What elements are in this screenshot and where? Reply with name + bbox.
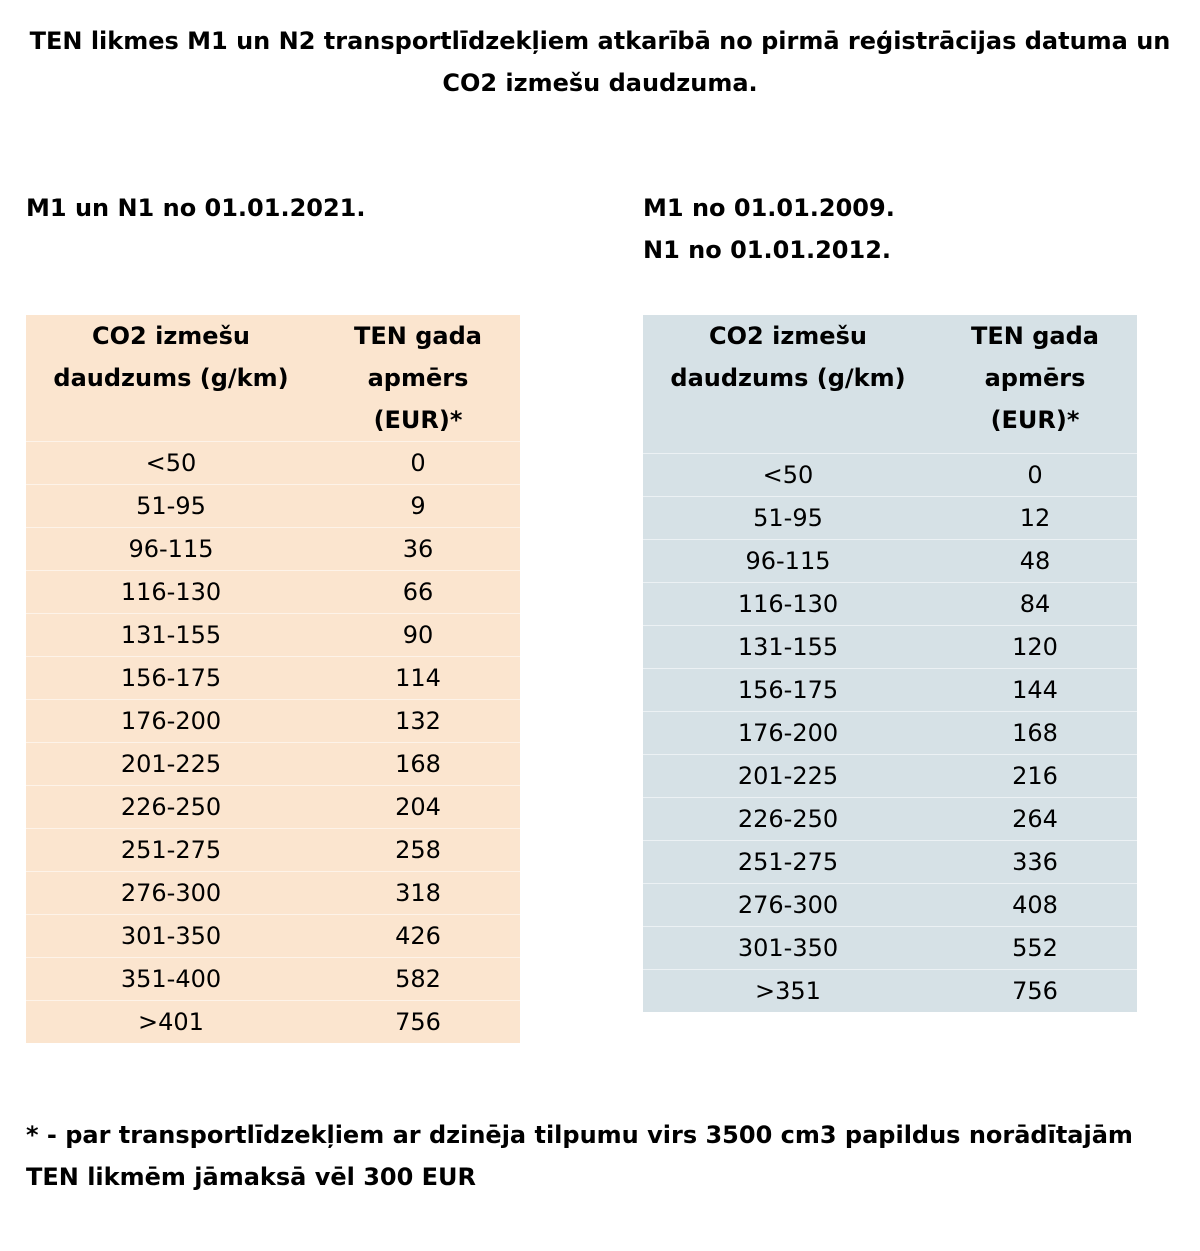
header-line: (EUR)* [373, 406, 463, 434]
co2-range-cell: 176-200 [643, 712, 933, 755]
table-row [643, 454, 1137, 497]
tax-rate-cell: 168 [933, 712, 1137, 755]
tax-column-header [316, 315, 520, 442]
tax-column-header [933, 315, 1137, 454]
header-line: (EUR)* [990, 406, 1080, 434]
table-row [643, 884, 1137, 927]
left-table-heading: M1 un N1 no 01.01.2021. [26, 194, 366, 222]
table-row [643, 669, 1137, 712]
table-row [26, 786, 520, 829]
tax-rate-cell: 132 [316, 700, 520, 743]
header-line: apmērs [367, 364, 469, 392]
co2-column-header [643, 315, 933, 454]
tax-rate-cell: 12 [933, 497, 1137, 540]
tax-rate-cell: 318 [316, 872, 520, 915]
header-line: TEN gada [971, 322, 1099, 350]
co2-range-cell: 226-250 [643, 798, 933, 841]
tax-rate-cell: 756 [316, 1001, 520, 1044]
header-line: CO2 izmešu [92, 322, 250, 350]
header-line: apmērs [984, 364, 1086, 392]
tax-rate-cell: 90 [316, 614, 520, 657]
table-row [643, 497, 1137, 540]
table-row [26, 1001, 520, 1044]
table-row [26, 442, 520, 485]
tax-rate-cell: 114 [316, 657, 520, 700]
co2-range-cell: 51-95 [26, 485, 316, 528]
tax-rate-cell: 120 [933, 626, 1137, 669]
tax-rate-cell: 408 [933, 884, 1137, 927]
table-row [643, 927, 1137, 970]
page-title-line-1: TEN likmes M1 un N2 transportlīdzekļiem atkarībā no pirmā reģistrācijas datuma un [29, 27, 1171, 55]
table-row [643, 583, 1137, 626]
co2-range-cell: 116-130 [26, 571, 316, 614]
co2-range-cell: 251-275 [643, 841, 933, 884]
tax-rate-cell: 552 [933, 927, 1137, 970]
tax-rate-cell: 66 [316, 571, 520, 614]
table-row [643, 626, 1137, 669]
table-row [26, 872, 520, 915]
co2-range-cell: 176-200 [26, 700, 316, 743]
co2-range-cell: 301-350 [26, 915, 316, 958]
table-row [643, 841, 1137, 884]
tax-rate-cell: 84 [933, 583, 1137, 626]
co2-range-cell: 276-300 [643, 884, 933, 927]
table-row [26, 614, 520, 657]
table-row [643, 970, 1137, 1013]
co2-range-cell: 96-115 [26, 528, 316, 571]
co2-range-cell: 51-95 [643, 497, 933, 540]
co2-range-cell: 131-155 [26, 614, 316, 657]
co2-range-cell: 156-175 [26, 657, 316, 700]
right-table-heading [643, 187, 895, 271]
right-table-heading-line-2: N1 no 01.01.2012. [643, 236, 892, 264]
tax-rate-cell: 48 [933, 540, 1137, 583]
table-row [26, 528, 520, 571]
tax-rate-cell: 144 [933, 669, 1137, 712]
table-row [26, 485, 520, 528]
footnote [26, 1114, 1186, 1198]
table-row [26, 958, 520, 1001]
tax-rate-cell: 204 [316, 786, 520, 829]
tax-rate-cell: 0 [316, 442, 520, 485]
co2-range-cell: 226-250 [26, 786, 316, 829]
table-row [26, 829, 520, 872]
table-header-row [643, 315, 1137, 454]
tax-rate-cell: 168 [316, 743, 520, 786]
co2-range-cell: 116-130 [643, 583, 933, 626]
co2-range-cell: >401 [26, 1001, 316, 1044]
header-line: CO2 izmešu [709, 322, 867, 350]
co2-column-header [26, 315, 316, 442]
table-row [643, 798, 1137, 841]
co2-range-cell: <50 [643, 454, 933, 497]
co2-range-cell: 131-155 [643, 626, 933, 669]
page-title [0, 20, 1200, 104]
tax-rate-cell: 426 [316, 915, 520, 958]
header-line: daudzums (g/km) [53, 364, 289, 392]
right-rates-table [643, 315, 1137, 1012]
table-header-row [26, 315, 520, 442]
co2-range-cell: 201-225 [26, 743, 316, 786]
table-row [643, 540, 1137, 583]
footnote-line-1: * - par transportlīdzekļiem ar dzinēja tilpumu virs 3500 cm3 papildus norādītajām [26, 1121, 1133, 1149]
tax-rate-cell: 336 [933, 841, 1137, 884]
table-row [26, 915, 520, 958]
header-line: daudzums (g/km) [670, 364, 906, 392]
tax-rate-cell: 36 [316, 528, 520, 571]
co2-range-cell: 201-225 [643, 755, 933, 798]
page-title-line-2: CO2 izmešu daudzuma. [442, 69, 758, 97]
table-row [26, 571, 520, 614]
tax-rate-cell: 264 [933, 798, 1137, 841]
co2-range-cell: 351-400 [26, 958, 316, 1001]
table-row [26, 657, 520, 700]
tax-rate-cell: 756 [933, 970, 1137, 1013]
footnote-line-2: TEN likmēm jāmaksā vēl 300 EUR [26, 1163, 477, 1191]
tax-rate-cell: 582 [316, 958, 520, 1001]
co2-range-cell: 276-300 [26, 872, 316, 915]
tax-rate-cell: 0 [933, 454, 1137, 497]
right-table-heading-line-1: M1 no 01.01.2009. [643, 194, 895, 222]
table-row [26, 743, 520, 786]
tax-rate-cell: 216 [933, 755, 1137, 798]
left-rates-table [26, 315, 520, 1043]
co2-range-cell: >351 [643, 970, 933, 1013]
table-row [26, 700, 520, 743]
table-row [643, 712, 1137, 755]
co2-range-cell: 96-115 [643, 540, 933, 583]
table-row [643, 755, 1137, 798]
header-line: TEN gada [354, 322, 482, 350]
tax-rate-cell: 258 [316, 829, 520, 872]
co2-range-cell: <50 [26, 442, 316, 485]
tax-rate-cell: 9 [316, 485, 520, 528]
co2-range-cell: 301-350 [643, 927, 933, 970]
co2-range-cell: 156-175 [643, 669, 933, 712]
co2-range-cell: 251-275 [26, 829, 316, 872]
